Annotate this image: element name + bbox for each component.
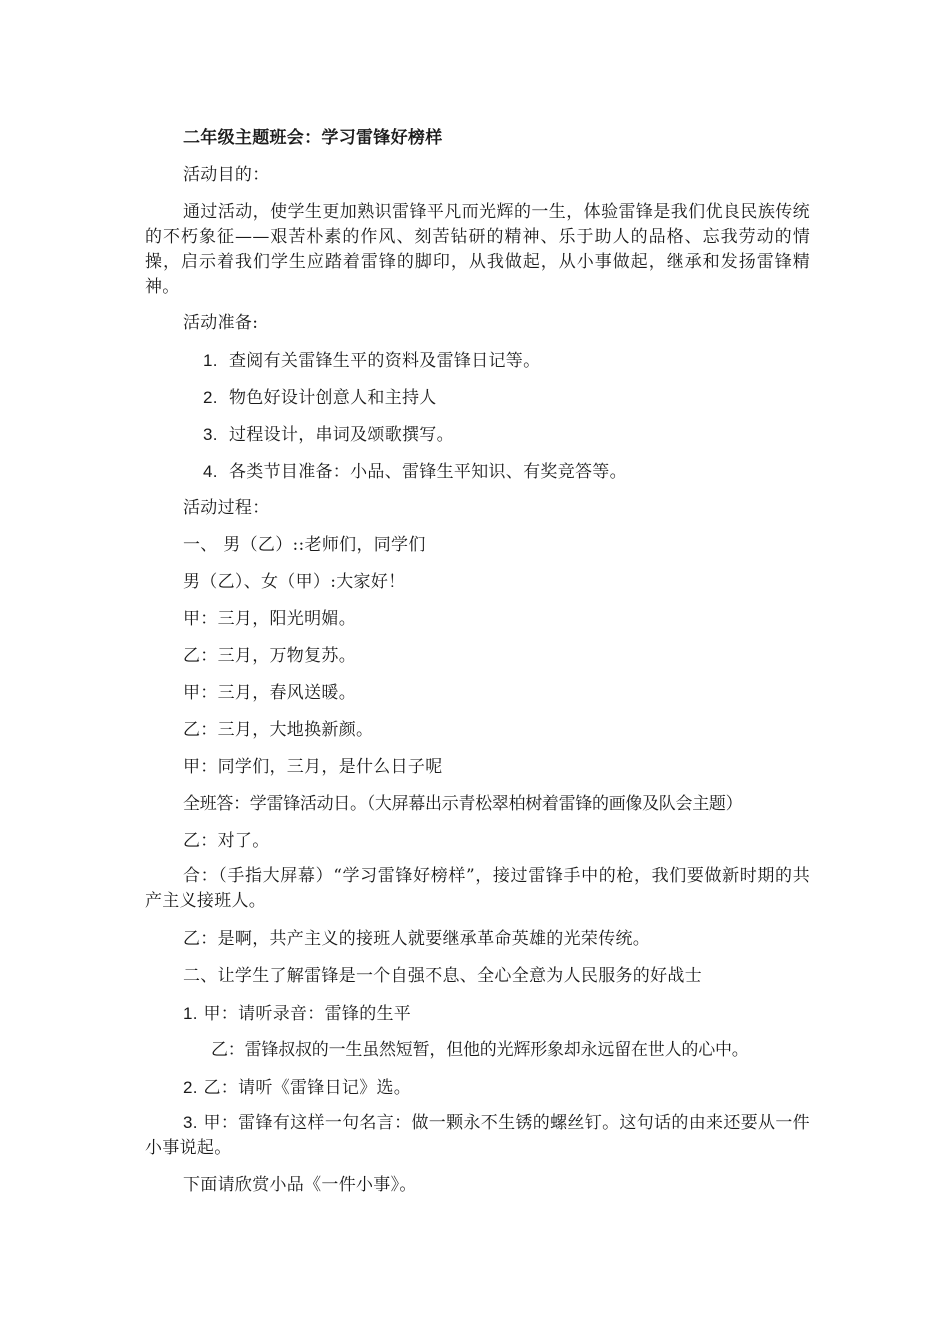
closing-line: 下面请欣赏小品《一件小事》。 bbox=[183, 1175, 417, 1195]
preparation-item bbox=[203, 422, 454, 448]
preparation-heading: 活动准备: bbox=[183, 313, 259, 333]
list-number: 2. bbox=[183, 1078, 198, 1097]
dialogue-line: 一、 男（乙）::老师们，同学们 bbox=[183, 535, 426, 555]
purpose-heading: 活动目的： bbox=[183, 165, 270, 185]
list-number: 3. bbox=[183, 1113, 198, 1132]
dialogue-line: 甲：同学们，三月，是什么日子呢 bbox=[183, 757, 443, 777]
list-item-text: 乙：请听《雷锋日记》选。 bbox=[203, 1078, 412, 1098]
preparation-item bbox=[203, 348, 540, 374]
list-item-text: 各类节目准备：小品、雷锋生平知识、有奖竞答等。 bbox=[229, 462, 627, 482]
preparation-item bbox=[203, 459, 627, 485]
list-number: 1. bbox=[203, 351, 218, 370]
process-heading: 活动过程： bbox=[183, 498, 270, 518]
dialogue-line: 乙：雷锋叔叔的一生虽然短暂，但他的光辉形象却永远留在世人的心中。 bbox=[211, 1040, 749, 1060]
preparation-item bbox=[203, 385, 437, 411]
dialogue-line: 乙：三月，大地换新颜。 bbox=[183, 720, 374, 740]
list-number: 4. bbox=[203, 462, 218, 481]
list-number: 3. bbox=[203, 425, 218, 444]
numbered-line bbox=[183, 1001, 411, 1027]
purpose-paragraph: 通过活动，使学生更加熟识雷锋平凡而光辉的一生，体验雷锋是我们优良民族传统的不朽象征——艰苦朴素的作风、刻苦钻研的精神、乐于助人的品格、忘我劳动的情操，启示着我们学生应踏着雷锋的脚印，从我做起，从小事做起，继承和发扬雷锋精神。 bbox=[145, 202, 810, 297]
dialogue-line: 乙：对了。 bbox=[183, 831, 270, 851]
list-item-text: 甲：请听录音：雷锋的生平 bbox=[203, 1004, 412, 1024]
document-title: 二年级主题班会：学习雷锋好榜样 bbox=[183, 128, 443, 148]
dialogue-line: 乙：三月，万物复苏。 bbox=[183, 646, 356, 666]
dialogue-line: 男（乙）、女（甲）:大家好！ bbox=[183, 572, 406, 592]
list-number: 1. bbox=[183, 1004, 198, 1023]
dialogue-line: 甲：三月，阳光明媚。 bbox=[183, 609, 356, 629]
list-item-text: 甲：雷锋有这样一句名言：做一颗永不生锈的螺丝钉。这句话的由来还要从一件小事说起。 bbox=[145, 1113, 810, 1158]
dialogue-line: 全班答：学雷锋活动日。（大屏幕出示青松翠柏树着雷锋的画像及队会主题） bbox=[183, 794, 743, 814]
list-item-text: 查阅有关雷锋生平的资料及雷锋日记等。 bbox=[229, 351, 541, 371]
list-number: 2. bbox=[203, 388, 218, 407]
dialogue-line: 乙：是啊，共产主义的接班人就要继承革命英雄的光荣传统。 bbox=[183, 929, 651, 949]
list-item-text: 过程设计，串词及颂歌撰写。 bbox=[229, 425, 454, 445]
numbered-paragraph bbox=[145, 1110, 810, 1161]
list-item-text: 物色好设计创意人和主持人 bbox=[229, 388, 437, 408]
together-paragraph: 合：（手指大屏幕）“学习雷锋好榜样”，接过雷锋手中的枪，我们要做新时期的共产主义接班人。 bbox=[145, 866, 810, 911]
numbered-line bbox=[183, 1075, 411, 1101]
section-heading: 二、让学生了解雷锋是一个自强不息、全心全意为人民服务的好战士 bbox=[183, 966, 702, 986]
dialogue-line: 甲：三月，春风送暖。 bbox=[183, 683, 356, 703]
